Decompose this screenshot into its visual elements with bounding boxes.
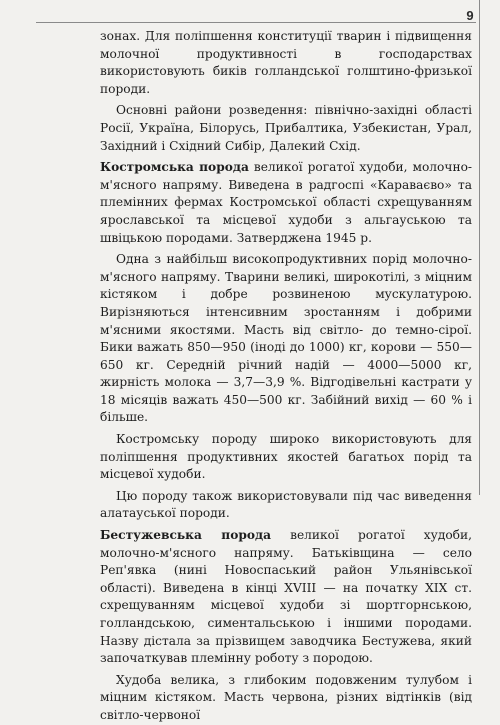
header-rule: [36, 22, 476, 23]
paragraph-7: [100, 527, 472, 668]
breed-title-kostroma: Костромська порода: [100, 160, 249, 175]
paragraph-5: [100, 431, 472, 484]
paragraph-8: [100, 672, 472, 725]
paragraph-2-line-2: Україна, Білорусь, Прибалтика, Узбекистан, Урал, Західний і Східний Сибір, Далекий Схід.: [100, 120, 472, 153]
paragraph-3: [100, 159, 472, 247]
paragraph-2-line-1: Основні райони розведення: північно-західні області Росії,: [100, 103, 472, 135]
paragraph-4: [100, 251, 472, 427]
paragraph-5-text: Костромську породу широко використовують для поліпшення продуктивних якостей багатьох порід та місцевої худоби.: [100, 432, 472, 482]
paragraph-4-text: Одна з найбільш високопродуктивних порід молочно-м'ясного напряму. Тварини великі, широкотілі, з міцним кістяком і добре розвиненою мускулатурою. Вирізняються інтенсивним зростанням і добрими м'ясними якостями. Масть від світло- до темно-сірої. Бики важать 850—950 (іноді до 1000) кг, корови — 550—650 кг. Середній річний надій — 4000—5000 кг, жирність молока — 3,7—3,9 %. Відгодівельні кастрати у 18 місяців важать 450—500 кг. Забійний вихід — 60 % і більше.: [100, 252, 472, 425]
paragraph-1: [100, 28, 472, 98]
paragraph-3-text: великої рогатої худоби, молочно-м'ясного напряму. Виведена в радгоспі «Караваєво» та племінних фермах Костромської області схрещуванням ярославської та місцевої худоби з альгауською та швіцькою породами. Затверджена 1945 р.: [100, 160, 473, 245]
paragraph-6-text: Цю породу також використовували під час виведення алатауської породи.: [100, 488, 472, 521]
paragraph-7-text: великої рогатої худоби, молочно-м'ясного напряму. Батьківщина — село Реп'явка (нині Новоспаський район Ульянівської області). Виведена в кінці XVIII — на початку XIX ст. схрещуванням місцевої худоби зі шортгорнською, голландською, симентальською і іншими породами. Назву дістала за прізвищем заводчика Бестужева, який започаткував племінну роботу з породою.: [100, 528, 473, 666]
breed-title-bestuzhev: Бестужевська порода: [100, 528, 272, 543]
paragraph-6: [100, 488, 472, 523]
page-number: 9: [466, 8, 474, 23]
paragraph-1-line-2: молочної продуктивності в господарствах використовують: [100, 46, 472, 79]
paragraph-8-text: Худоба велика, з глибоким подовженим тулубом і міцним кістяком. Масть червона, різних відтінків (від світло-червоної: [100, 672, 472, 722]
paragraph-1-line-3: биків голландської голштино-фризької породи.: [100, 64, 473, 96]
body-text: [100, 28, 472, 725]
paragraph-1-line-1: зонах. Для поліпшення конституції тварин і підвищення: [100, 29, 472, 43]
margin-rule: [479, 0, 480, 495]
paragraph-2: [100, 102, 472, 155]
